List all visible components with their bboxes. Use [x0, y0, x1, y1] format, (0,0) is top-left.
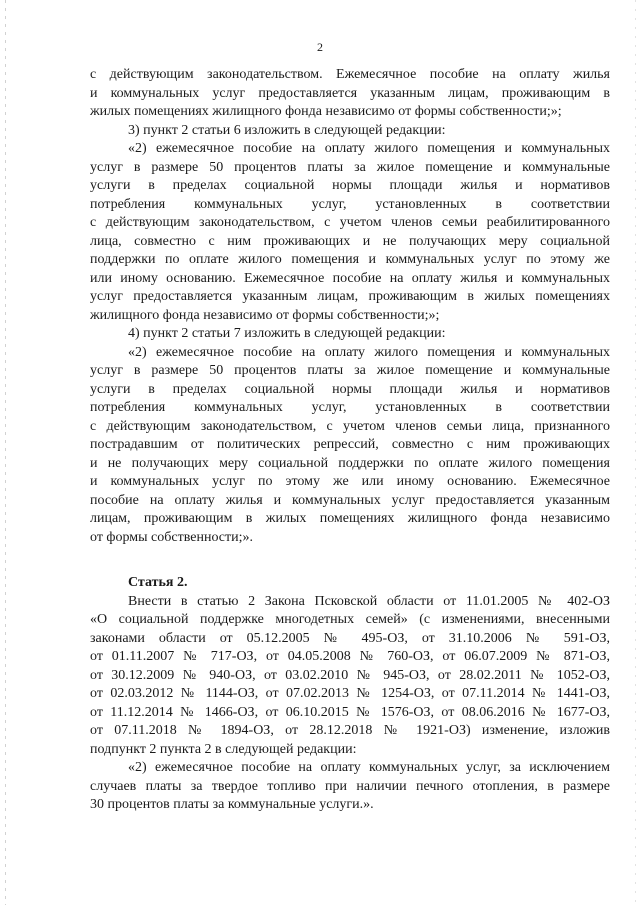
text-line: пособие на оплату жилья и коммунальных услуг предоставляется указанным [90, 492, 610, 508]
text-line: потребления коммунальных услуг, установленных в соответствии [90, 400, 610, 415]
text-line: «2) ежемесячное пособие на оплату жилого помещения и коммунальных [128, 141, 610, 156]
text-line: с действующим законодательством. Ежемесячное пособие на оплату жилья [90, 67, 610, 82]
text-line: лица, совместно с ним проживающих и не получающих меру социальной [90, 233, 610, 249]
text-line: Внести в статью 2 Закона Псковской области от 11.01.2005 № 402-ОЗ [128, 593, 610, 609]
text-line: услуг в размере 50 процентов платы за жилое помещение и коммунальные [90, 159, 610, 175]
text-line: от 11.12.2014 № 1466-ОЗ, от 06.10.2015 № 1576-ОЗ, от 08.06.2016 № 1677-ОЗ, [90, 704, 610, 720]
scan-edge-left [5, 0, 6, 905]
text-line: 30 процентов платы за коммунальные услуги.». [90, 797, 374, 812]
document-body [90, 66, 610, 815]
text-line: законами области от 05.12.2005 № 495-ОЗ, от 31.10.2006 № 591-ОЗ, [90, 630, 610, 646]
text-line: от 30.12.2009 № 940-ОЗ, от 03.02.2010 № 945-ОЗ, от 28.02.2011 № 1052-ОЗ, [90, 667, 610, 683]
text-line: потребления коммунальных услуг, установленных в соответствии [90, 196, 610, 212]
text-line: услуг предоставляется указанным лицам, проживающим в жилых помещениях [90, 289, 610, 304]
text-line: «О социальной поддержке многодетных семей» (с изменениями, внесенными [90, 612, 610, 627]
text-line: «2) ежемесячное пособие на оплату жилого помещения и коммунальных [128, 344, 610, 360]
text-line: услуг в размере 50 процентов платы за жилое помещение и коммунальные [90, 363, 610, 378]
text-line: лицам, проживающим в жилых помещениях жилищного фонда независимо [90, 511, 610, 526]
item-3: 3) пункт 2 статьи 6 изложить в следующей редакции: [128, 122, 446, 138]
text-line: подпункт 2 пункта 2 в следующей редакции: [90, 741, 357, 757]
text-line: услуги в пределах социальной нормы площади жилья и нормативов [90, 178, 610, 193]
text-line: поддержки по оплате жилого помещения и коммунальных услуг по этому же [90, 252, 610, 267]
text-line: жилых помещениях жилищного фонда независимо от формы собственности;»; [90, 104, 562, 119]
article-heading: Статья 2. [128, 575, 188, 590]
text-line: «2) ежемесячное пособие на оплату коммунальных услуг, за исключением [128, 760, 610, 775]
text-line: услуги в пределах социальной нормы площади жилья и нормативов [90, 381, 610, 397]
page-number: 2 [317, 40, 323, 54]
text-line: пострадавшим от политических репрессий, совместно с ним проживающих [90, 437, 610, 452]
text-line: случаев платы за твердое топливо при наличии печного отопления, в размере [90, 778, 610, 794]
text-line: от формы собственности;». [90, 529, 254, 545]
scan-edge-right [635, 0, 636, 905]
text-line: от 07.11.2018 № 1894-ОЗ, от 28.12.2018 № 1921-ОЗ) изменение, изложив [90, 723, 610, 738]
text-line: от 01.11.2007 № 717-ОЗ, от 04.05.2008 № 760-ОЗ, от 06.07.2009 № 871-ОЗ, [90, 649, 610, 664]
text-line: и не получающих меру социальной поддержки по оплате жилого помещения [90, 455, 610, 471]
text-line: с действующим законодательством, с учетом членов семьи лица, признанного [90, 418, 610, 434]
text-line: или иному основанию. Ежемесячное пособие на оплату жилья и коммунальных [90, 270, 610, 286]
item-4: 4) пункт 2 статьи 7 изложить в следующей редакции: [128, 326, 446, 341]
text-line: и коммунальных услуг предоставляется указанным лицам, проживающим в [90, 85, 610, 101]
text-line: и коммунальных услуг по этому же или иному основанию. Ежемесячное [90, 474, 610, 489]
text-line: жилищного фонда независимо от формы собственности;»; [90, 307, 440, 323]
text-line: от 02.03.2012 № 1144-ОЗ, от 07.02.2013 № 1254-ОЗ, от 07.11.2014 № 1441-ОЗ, [90, 686, 610, 701]
text-line: с действующим законодательством, с учетом членов семьи реабилитированного [90, 215, 610, 230]
